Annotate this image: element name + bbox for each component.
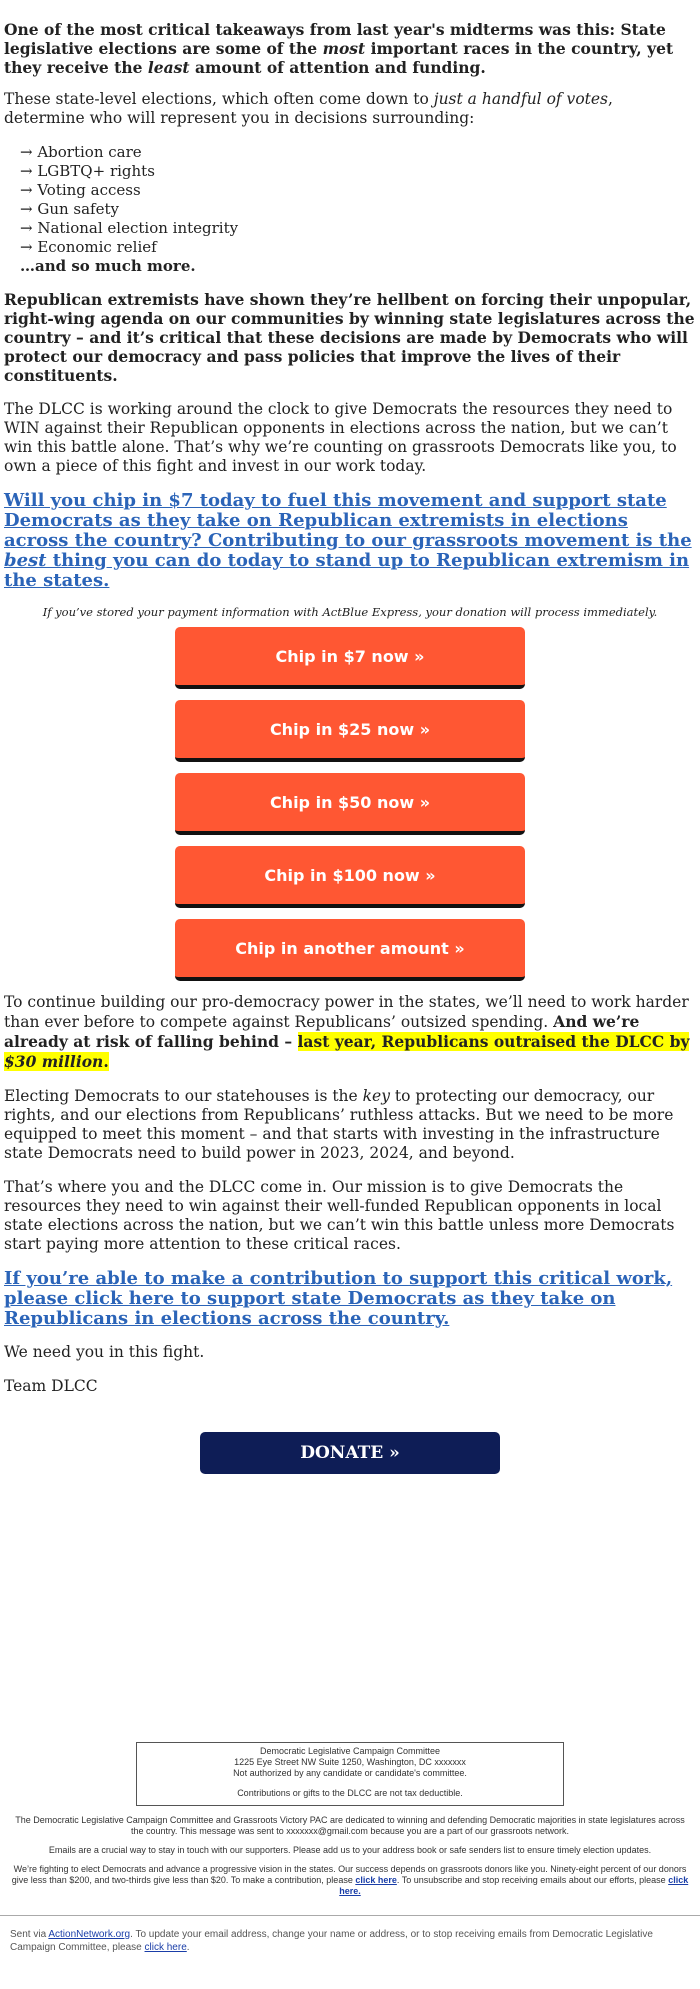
building-text: To continue building our pro-democracy power in the states, we’ll need to work harder than ever before to compete against Republicans’ outsized spending. [4,993,689,1031]
issue-item-more: …and so much more. [20,257,196,275]
chip-in-50-button[interactable]: Chip in $50 now » [175,773,525,835]
elections-paragraph [4,90,696,128]
footer-emails-text: Emails are a crucial way to stay in touch with our supporters. Please add us to your address book or safe senders list to ensure timely election updates. [48,1845,652,1855]
footer-fighting-text [10,1864,690,1897]
elections-text-b: , determine who will represent you in decisions surrounding: [4,90,613,127]
update-preferences-link[interactable]: click here [144,1942,187,1953]
chip-in-other-button[interactable]: Chip in another amount » [175,919,525,981]
electing-text-a: Electing Democrats to our statehouses is the [4,1087,363,1105]
chip-in-link-emphasis: best [4,550,47,571]
outraised-period: . [103,1052,109,1071]
building-bold-text: And we’re already at risk of falling behind – [4,1012,640,1051]
outraised-amount: $30 million [4,1052,104,1071]
issues-list [20,143,696,276]
signature: Team DLCC [4,1377,98,1395]
building-paragraph [4,993,696,1072]
extremists-paragraph: Republican extremists have shown they’re hellbent on forcing their unpopular, right-wing agenda on our communities by winning state legislatures across the country – and it’s critical that these decisions are made by Democrats who will protect our democracy and pass policies that improve the lives of their constituents. [4,290,695,385]
electing-text-b: to protecting our democracy, our rights, and our elections from Republicans’ ruthless attacks. But we need to be more equipped to meet this moment – and that starts with investing in the infrastructure state Democrats need to build power in 2023, 2024, and beyond. [4,1087,674,1162]
issue-item: → LGBTQ+ rights [20,162,155,180]
chip-in-25-button[interactable]: Chip in $25 now » [175,700,525,762]
sent-via-text: Sent via [10,1929,49,1940]
issue-item: → Economic relief [20,238,157,256]
issue-item: → National election integrity [20,219,239,237]
footer-address-box [136,1742,564,1806]
sent-via-text-c: . [186,1942,190,1953]
footer-org-name: Democratic Legislative Campaign Committee [259,1746,441,1756]
support-link[interactable]: If you’re able to make a contribution to support this critical work, please click here to support state Democrats as they take on Republicans in elections across the country. [4,1268,673,1329]
footer-fighting-a: We’re fighting to elect Democrats and advance a progressive vision in the states. Our success depends on grassroots donors like you. Ninety-eight percent of our donors give less than $200, and two-thirds give less than $20. To make a contribution, please [11,1864,687,1885]
actblue-express-note: If you’ve stored your payment information with ActBlue Express, your donation will process immediately. [42,605,658,619]
elections-text-a: These state-level elections, which often come down to [4,90,434,108]
footer-address: 1225 Eye Street NW Suite 1250, Washington, DC xxxxxxx [234,1757,466,1767]
dlcc-paragraph: The DLCC is working around the clock to give Democrats the resources they need to WIN against their Republican opponents in elections across the nation, but we can’t win this battle alone. That’s why we’re counting on grassroots Democrats like you, to own a piece of this fight and invest in our work today. [4,400,677,475]
intro-emphasis-most: most [322,39,366,58]
intro-text-b: important races in the country, yet they receive the [4,39,674,77]
intro-paragraph [4,20,696,77]
electing-emphasis: key [362,1087,390,1105]
intro-emphasis-least: least [147,58,190,77]
chip-in-link[interactable] [4,491,696,591]
contribute-link[interactable]: click here [355,1875,397,1885]
intro-text-c: amount of attention and funding. [189,58,486,77]
sent-via-text-b: . To update your email address, change your name or address, or to stop receiving emails from Democratic Legislative Campaign Committee, please [10,1929,653,1953]
footer-dedicated-text: The Democratic Legislative Campaign Committee and Grassroots Victory PAC are dedicated to winning and defending Democratic majorities in state legislatures across the country. This message was sent to xxxxxxx@gmail.com because you are a part of our grassroots network. [15,1815,685,1836]
issue-item: → Gun safety [20,200,119,218]
actionnetwork-link[interactable]: ActionNetwork.org [48,1929,131,1940]
donate-button[interactable]: DONATE » [200,1432,500,1474]
chip-in-link-text-a: Will you chip in $7 today to fuel this movement and support state Democrats as they take on Republican extremists in elections across the country? Contributing to our grassroots movement is the [4,490,692,551]
chip-in-link-text-b: thing you can do today to stand up to Republican extremism in the states. [4,550,690,591]
intro-text-a: One of the most critical takeaways from last year's midterms was this: State legislative elections are some of the [4,20,666,58]
chip-in-7-button[interactable]: Chip in $7 now » [175,627,525,689]
issue-item: → Voting access [20,181,141,199]
chip-in-100-button[interactable]: Chip in $100 now » [175,846,525,908]
mission-paragraph: That’s where you and the DLCC come in. Our mission is to give Democrats the resources they need to win against their well-funded Republican opponents in local state elections across the nation, but we can’t win this battle unless more Democrats start paying more attention to these critical races. [4,1178,675,1253]
sent-via-footer [0,1915,700,1954]
issue-item: → Abortion care [20,143,142,161]
outraised-text: last year, Republicans outraised the DLCC by [297,1032,690,1051]
donation-buttons [4,627,696,981]
electing-paragraph [4,1087,696,1163]
closing-line: We need you in this fight. [4,1343,205,1361]
footer-authorization: Not authorized by any candidate or candidate's committee. [233,1768,467,1778]
unsubscribe-link[interactable]: click here. [339,1875,689,1896]
footer-fighting-b: . To unsubscribe and stop receiving emails about our efforts, please [396,1875,669,1885]
footer-tax-note: Contributions or gifts to the DLCC are not tax deductible. [237,1788,463,1798]
elections-emphasis: just a handful of votes [433,90,609,108]
